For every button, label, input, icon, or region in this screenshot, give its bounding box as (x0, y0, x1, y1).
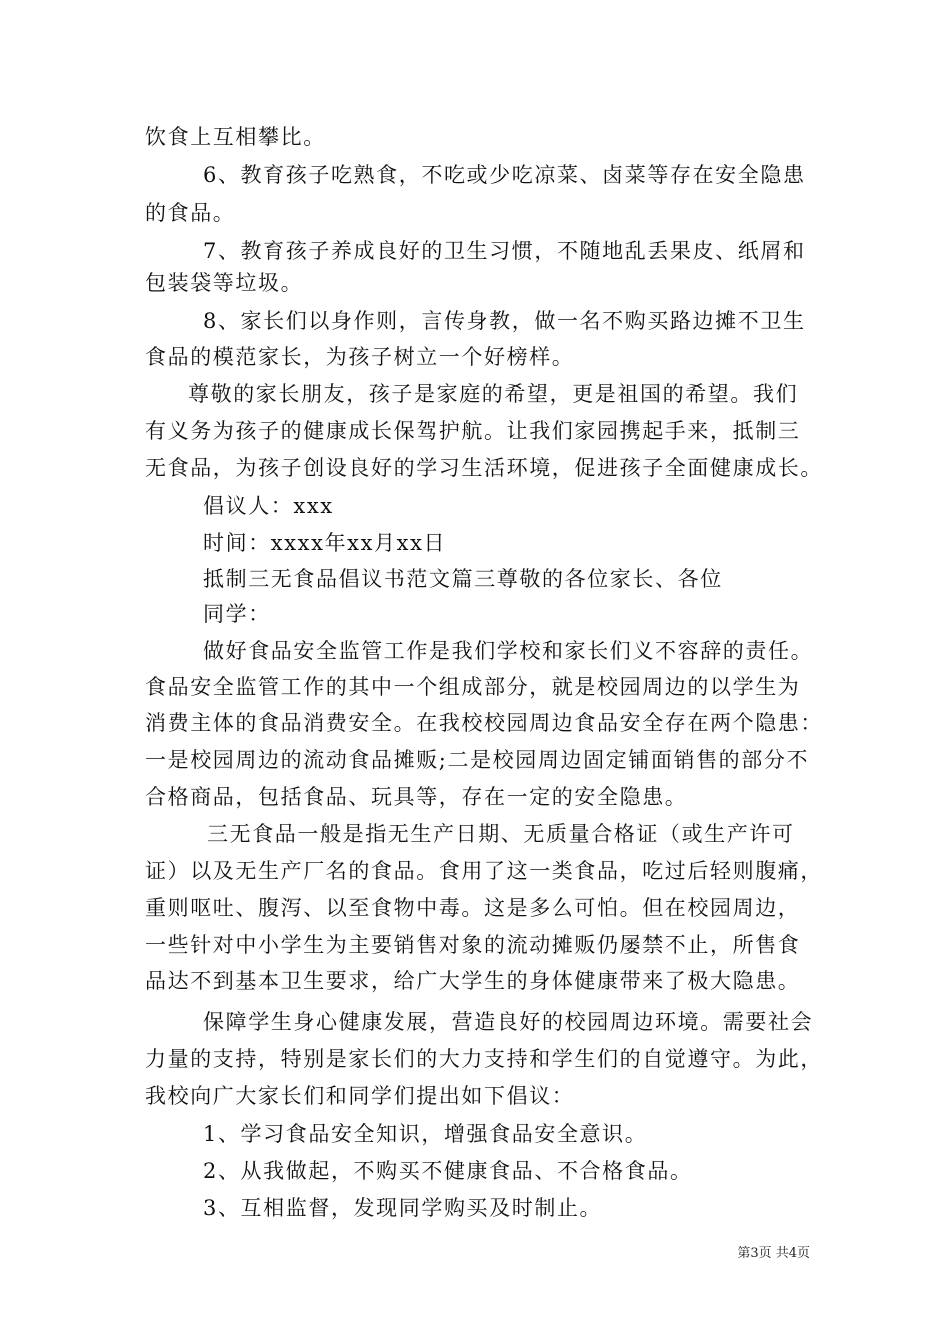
text-line: 食品的模范家长，为孩子树立一个好榜样。 (145, 345, 575, 369)
text-line: 消费主体的食品消费安全。在我校校园周边食品安全存在两个隐患： (145, 711, 823, 735)
text-line: 8、家长们以身作则，言传身教，做一名不购买路边摊不卫生 (203, 309, 806, 333)
text-line: 有义务为孩子的健康成长保驾护航。让我们家园携起手来，抵制三 (145, 419, 801, 443)
text-line: 重则呕吐、腹泻、以至食物中毒。这是多么可怕。但在校园周边， (145, 896, 801, 920)
text-line: 三无食品一般是指无生产日期、无质量合格证（或生产许可 (207, 822, 795, 846)
text-line: 证）以及无生产厂名的食品。食用了这一类食品，吃过后轻则腹痛， (145, 859, 823, 883)
text-line: 一些针对中小学生为主要销售对象的流动摊贩仍屡禁不止，所售食 (145, 933, 801, 957)
text-line: 做好食品安全监管工作是我们学校和家长们义不容辞的责任。 (203, 639, 814, 663)
text-line: 尊敬的家长朋友，孩子是家庭的希望，更是祖国的希望。我们 (188, 382, 799, 406)
text-line: 1、学习食品安全知识，增强食品安全意识。 (203, 1122, 648, 1146)
text-line: 保障学生身心健康发展，营造良好的校园周边环境。需要社会 (203, 1010, 814, 1034)
text-line: 3、互相监督，发现同学购买及时制止。 (203, 1196, 603, 1220)
text-line: 抵制三无食品倡议书范文篇三尊敬的各位家长、各位 (203, 567, 723, 591)
text-line: 倡议人：xxx (203, 494, 334, 518)
text-line: 6、教育孩子吃熟食，不吃或少吃凉菜、卤菜等存在安全隐患 (203, 163, 806, 187)
text-line: 无食品，为孩子创设良好的学习生活环境，促进孩子全面健康成长。 (145, 456, 823, 480)
text-line: 合格商品，包括食品、玩具等，存在一定的安全隐患。 (145, 785, 688, 809)
text-line: 的食品。 (145, 201, 236, 225)
text-line: 食品安全监管工作的其中一个组成部分，就是校园周边的以学生为 (145, 675, 801, 699)
text-line: 2、从我做起，不购买不健康食品、不合格食品。 (203, 1159, 693, 1183)
text-line: 饮食上互相攀比。 (145, 125, 326, 149)
text-line: 包装袋等垃圾。 (145, 271, 304, 295)
text-line: 同学： (203, 602, 271, 626)
text-line: 力量的支持，特别是家长们的大力支持和学生们的自觉遵守。为此， (145, 1047, 823, 1071)
text-line: 时间：xxxx年xx月xx日 (203, 531, 447, 555)
page-number: 第3页 共4页 (737, 1246, 810, 1261)
text-line: 一是校园周边的流动食品摊贩;二是校园周边固定铺面销售的部分不 (145, 748, 810, 772)
text-line: 我校向广大家长们和同学们提出如下倡议： (145, 1084, 575, 1108)
text-line: 品达不到基本卫生要求，给广大学生的身体健康带来了极大隐患。 (145, 969, 801, 993)
text-line: 7、教育孩子养成良好的卫生习惯，不随地乱丢果皮、纸屑和 (203, 239, 806, 263)
